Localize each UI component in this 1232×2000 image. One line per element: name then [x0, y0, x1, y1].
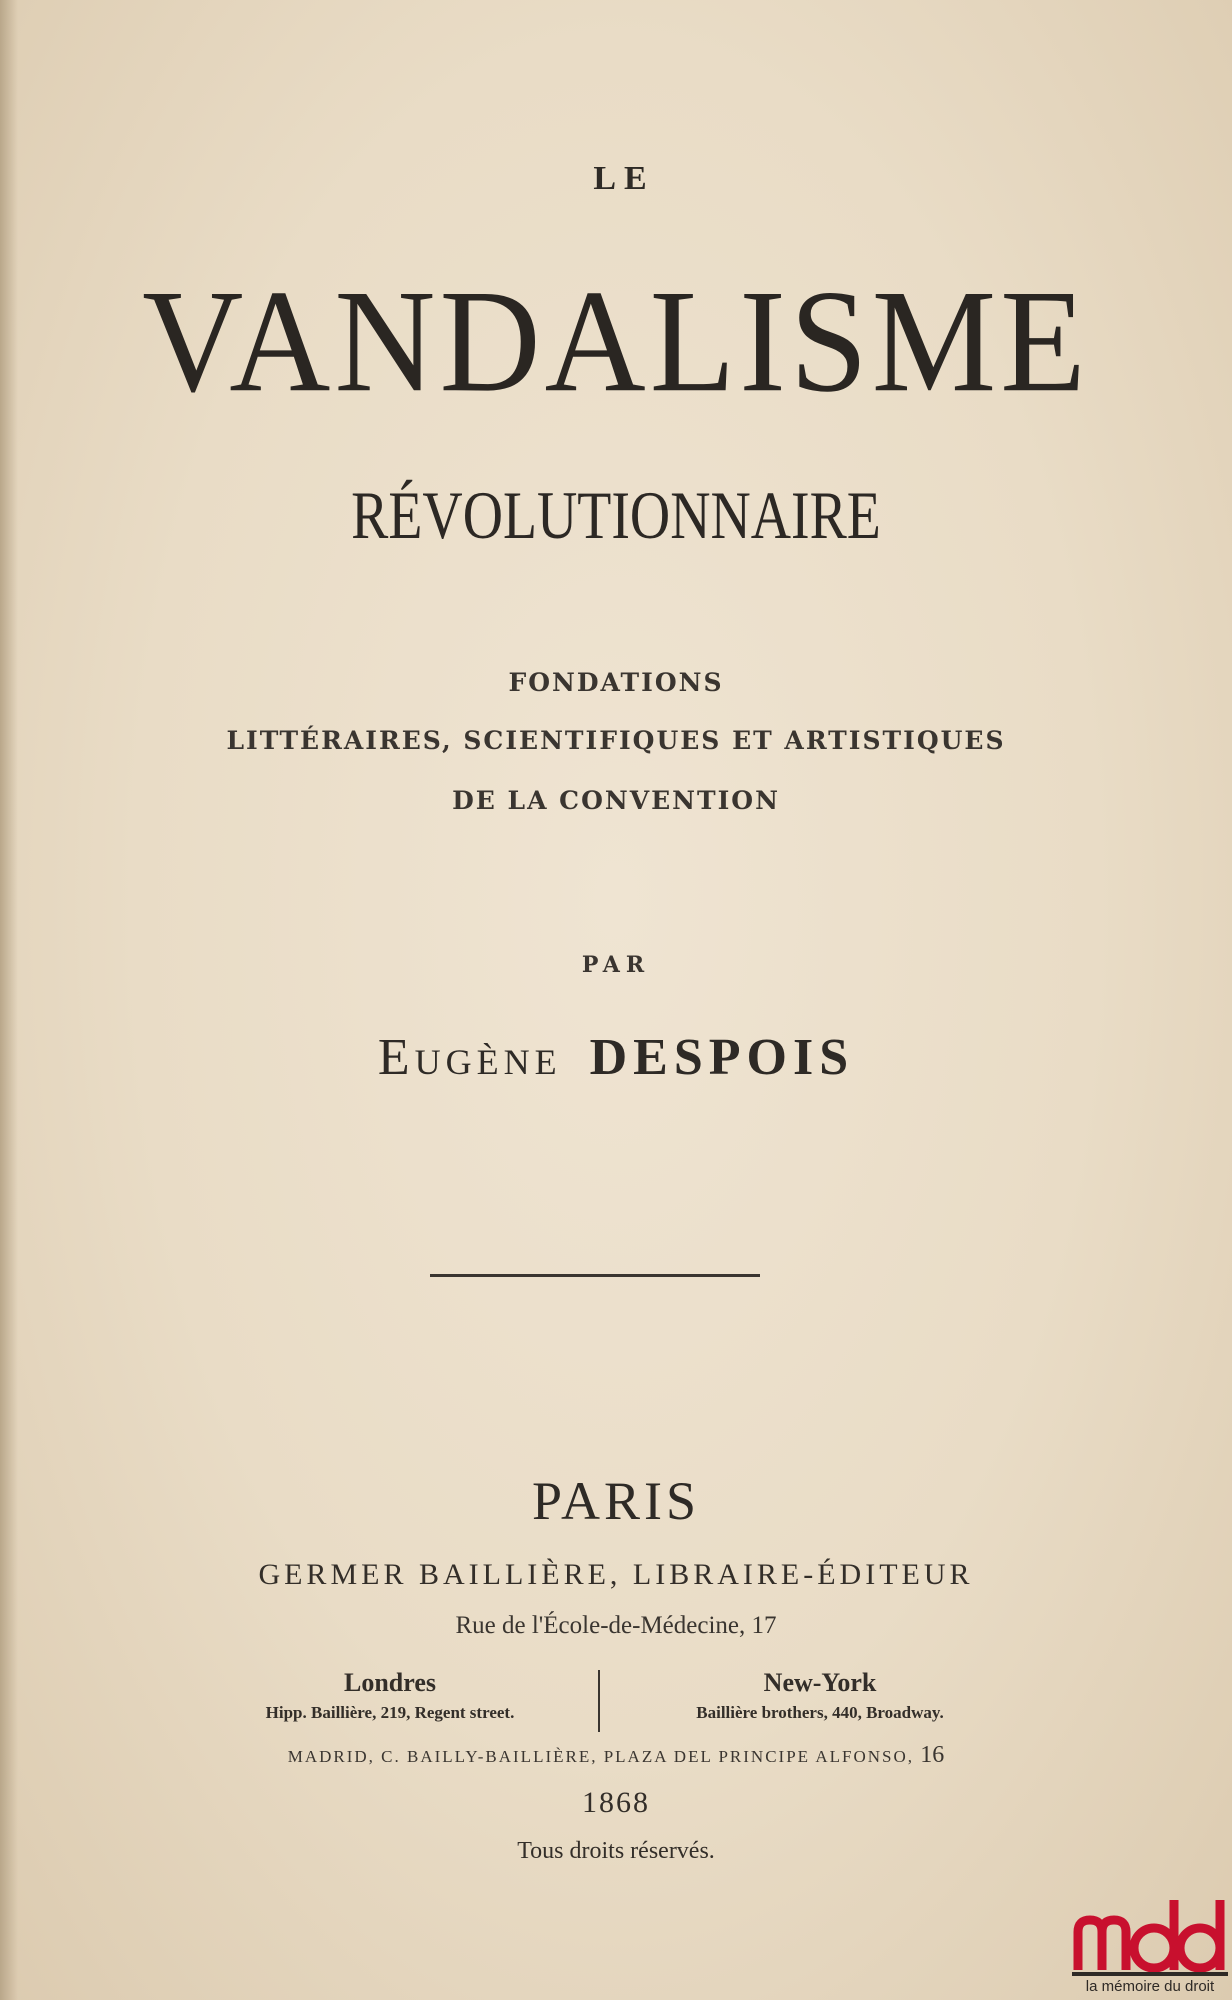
author-name [0, 1028, 1232, 1087]
rights-notice: Tous droits réservés. [517, 1838, 715, 1864]
newyork-address: Baillière brothers, 440, Broadway. [696, 1703, 944, 1722]
mdd-logo [1072, 1892, 1232, 2000]
author-first-name: Eugène [377, 1029, 562, 1086]
newyork-name: New-York [763, 1668, 877, 1697]
imprint-city: PARIS [531, 1471, 701, 1531]
title-article: LE [593, 160, 655, 197]
subtitle-line-3: DE LA CONVENTION [452, 786, 780, 815]
madrid-text: MADRID, C. BAILLY-BAILLIÈRE, PLAZA DEL PRINCIPE ALFONSO, [287, 1747, 915, 1766]
publisher-name: GERMER BAILLIÈRE, LIBRAIRE-ÉDITEUR [258, 1558, 974, 1591]
author-last-name: DESPOIS [589, 1029, 855, 1086]
mdd-logo-icon [1072, 1892, 1228, 1978]
publication-year: 1868 [582, 1786, 650, 1819]
madrid-number: 16 [920, 1742, 945, 1768]
subtitle-line-2: LITTÉRAIRES, SCIENTIFIQUES ET ARTISTIQUES [226, 726, 1006, 755]
horizontal-divider [430, 1274, 760, 1277]
london-address: Hipp. Baillière, 219, Regent street. [265, 1703, 515, 1722]
london-branch [190, 1666, 590, 1726]
london-name: Londres [344, 1668, 436, 1697]
by-label: PAR [581, 952, 651, 978]
subtitle-line-1: FONDATIONS [508, 668, 724, 697]
newyork-branch [620, 1666, 1020, 1726]
vertical-divider [598, 1670, 600, 1732]
main-title: VANDALISME [142, 260, 1090, 423]
main-title-second-line: RÉVOLUTIONNAIRE [351, 477, 881, 553]
logo-caption: la mémoire du droit [1085, 1978, 1215, 1995]
madrid-branch [0, 1742, 1232, 1769]
publisher-address: Rue de l'École-de-Médecine, 17 [455, 1612, 777, 1639]
